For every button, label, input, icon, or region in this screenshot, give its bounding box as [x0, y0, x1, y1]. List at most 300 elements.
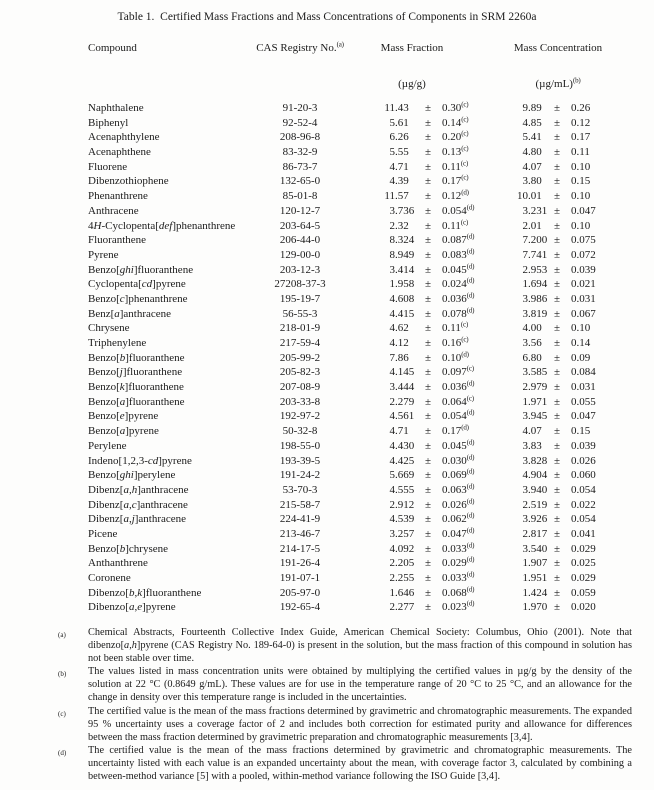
mass-concentration-uncertainty: 0.029 [571, 572, 596, 584]
plus-minus-sign: ± [424, 381, 432, 394]
mass-fraction-value: 4.71 [389, 160, 409, 173]
table-row [88, 439, 654, 454]
footnote [57, 744, 632, 783]
compound-name: Fluorene [88, 160, 128, 173]
plus-minus-sign: ± [553, 601, 561, 614]
mass-fraction-uncertainty: 0.14$^{(c)}$ [442, 115, 469, 129]
mass-fraction-uncertainty: 0.029$^{(d)}$ [442, 555, 475, 570]
plus-minus-sign: ± [553, 337, 561, 349]
mass-concentration-value: 7.200 [522, 234, 548, 247]
compound-name: Anthanthrene [88, 557, 148, 570]
footnote-text: The values listed in mass concentration units were obtained by multiplying the certified values in µg/g by the density of the solution at 22 °C (0.8649 g/mL). These values are for use in the temperature range of 20 °C to 25 °C, and an allowance for the change in density over this temperature range is included in the uncertainties. [88, 666, 632, 704]
table-row [88, 365, 654, 380]
table-row [88, 395, 654, 410]
plus-minus-sign: ± [424, 131, 432, 144]
mass-fraction-uncertainty: 0.17$^{(c)}$ [442, 173, 469, 188]
table-row [88, 351, 654, 366]
mass-fraction-uncertainty: 0.026$^{(d)}$ [442, 496, 475, 511]
mass-fraction-uncertainty: 0.17$^{(d)}$ [442, 423, 469, 438]
mass-concentration-uncertainty: 0.09 [571, 351, 591, 364]
mass-fraction-uncertainty: 0.078$^{(d)}$ [442, 305, 475, 320]
cas-number: 195-19-7 [279, 292, 321, 305]
mass-concentration-value: 4.85 [522, 116, 542, 129]
footnote-ref: (c) [461, 173, 469, 182]
mass-fraction-uncertainty: 0.033$^{(d)}$ [442, 540, 475, 555]
column-header-compound: Compound [88, 42, 137, 54]
mass-concentration-uncertainty: 0.10 [571, 322, 591, 335]
table-body [0, 101, 654, 615]
footnote-ref: (d) [466, 496, 475, 505]
table-row [88, 130, 654, 145]
cas-number: 85-01-8 [282, 190, 318, 203]
column-header-mass-fraction: Mass Fraction [380, 42, 444, 54]
mass-concentration-value: 4.00 [522, 322, 542, 335]
footnote-ref: (d) [466, 585, 475, 594]
table-row [88, 116, 654, 131]
table-row [88, 204, 654, 219]
mass-fraction-value: 3.736 [389, 204, 415, 217]
footnote-ref: (d) [466, 247, 475, 256]
plus-minus-sign: ± [553, 469, 561, 482]
footnote-ref: (d) [466, 438, 475, 447]
mass-fraction-uncertainty: 0.062$^{(d)}$ [442, 511, 475, 526]
table-row [88, 307, 654, 322]
mass-concentration-uncertainty: 0.041 [571, 527, 596, 540]
mass-fraction-value: 1.958 [389, 278, 415, 291]
plus-minus-sign: ± [553, 322, 561, 335]
compound-name: Coronene [88, 572, 131, 584]
table-row [88, 454, 654, 469]
cas-number: 205-82-3 [279, 366, 321, 379]
plus-minus-sign: ± [553, 483, 561, 496]
table-row [88, 468, 654, 483]
plus-minus-sign: ± [424, 146, 432, 159]
compound-name: Benzo[c]phenanthrene [88, 292, 188, 305]
footnote-ref: (c) [461, 129, 469, 138]
footnote-ref: (c) [461, 144, 469, 153]
plus-minus-sign: ± [553, 572, 561, 584]
plus-minus-sign: ± [553, 542, 561, 555]
mass-concentration-value: 1.424 [522, 586, 548, 599]
plus-minus-sign: ± [553, 381, 561, 394]
mass-fraction-value: 8.949 [389, 248, 415, 261]
plus-minus-sign: ± [424, 542, 432, 555]
mass-concentration-value: 1.971 [522, 395, 548, 408]
mass-concentration-uncertainty: 0.047 [571, 410, 596, 423]
mass-fraction-value: 2.277 [389, 601, 415, 614]
footnote-ref: (d) [466, 232, 475, 241]
mass-concentration-value: 2.953 [522, 263, 548, 276]
mass-fraction-uncertainty: 0.069$^{(d)}$ [442, 467, 475, 482]
plus-minus-sign: ± [553, 410, 561, 423]
footnote-ref: (d) [461, 188, 469, 197]
mass-concentration-uncertainty: 0.10 [571, 190, 591, 203]
mass-concentration-uncertainty: 0.26 [571, 102, 591, 114]
mass-concentration-uncertainty: 0.14 [571, 337, 591, 349]
mass-fraction-uncertainty: 0.036$^{(d)}$ [442, 291, 475, 305]
mass-fraction-value: 6.26 [389, 131, 409, 144]
compound-name: Dibenz[a,h]anthracene [88, 483, 189, 496]
cas-number: 205-97-0 [279, 586, 321, 599]
mass-fraction-uncertainty: 0.063$^{(d)}$ [442, 482, 475, 496]
compound-name: Triphenylene [88, 337, 147, 349]
cas-number: 205-99-2 [279, 351, 321, 364]
compound-name: Fluoranthene [88, 234, 147, 247]
footnote-marker: (d) [58, 748, 67, 757]
plus-minus-sign: ± [553, 395, 561, 408]
mass-fraction-uncertainty: 0.11$^{(c)}$ [442, 217, 469, 232]
plus-minus-sign: ± [424, 175, 432, 188]
plus-minus-sign: ± [553, 278, 561, 291]
mass-concentration-uncertainty: 0.022 [571, 498, 596, 511]
footnote-ref: (d) [461, 423, 469, 432]
mass-fraction-value: 4.62 [389, 322, 409, 335]
mass-concentration-value: 5.41 [522, 131, 542, 144]
footnote-ref: (d) [466, 526, 475, 535]
plus-minus-sign: ± [553, 219, 561, 232]
mass-concentration-uncertainty: 0.084 [571, 366, 596, 379]
footnote-ref: (d) [466, 291, 475, 300]
mass-concentration-value: 2.979 [522, 381, 548, 394]
compound-name: Benzo[ghi]fluoranthene [88, 263, 194, 276]
mass-fraction-value: 4.608 [389, 292, 415, 305]
mass-fraction-uncertainty: 0.097$^{(c)}$ [442, 364, 474, 379]
footnote-ref: (c) [460, 217, 469, 226]
cas-number: 132-65-0 [279, 175, 321, 188]
mass-concentration-value: 9.89 [522, 102, 542, 114]
mass-concentration-uncertainty: 0.047 [571, 204, 596, 217]
plus-minus-sign: ± [553, 263, 561, 276]
mass-concentration-value: 3.83 [522, 439, 542, 452]
mass-fraction-value: 1.646 [389, 586, 415, 599]
cas-number: 203-33-8 [279, 395, 321, 408]
mass-concentration-value: 3.828 [522, 454, 548, 467]
plus-minus-sign: ± [553, 425, 561, 438]
mass-concentration-uncertainty: 0.072 [571, 248, 596, 261]
plus-minus-sign: ± [553, 234, 561, 247]
compound-name: Benzo[e]pyrene [88, 410, 159, 423]
mass-fraction-uncertainty: 0.087$^{(d)}$ [442, 232, 475, 247]
mass-fraction-uncertainty: 0.023$^{(d)}$ [442, 599, 475, 614]
compound-name: Benzo[a]pyrene [88, 425, 159, 438]
table-row [88, 219, 654, 234]
mass-fraction-value: 4.539 [389, 513, 415, 526]
plus-minus-sign: ± [553, 439, 561, 452]
footnote-ref: (d) [466, 555, 475, 564]
cas-number: 213-46-7 [279, 527, 321, 540]
plus-minus-sign: ± [424, 469, 432, 482]
mass-concentration-value: 3.940 [522, 483, 548, 496]
mass-fraction-uncertainty: 0.10$^{(d)}$ [442, 350, 469, 364]
mass-concentration-uncertainty: 0.031 [571, 292, 596, 305]
plus-minus-sign: ± [553, 513, 561, 526]
mass-fraction-value: 11.43 [384, 102, 409, 114]
mass-concentration-value: 4.07 [522, 425, 542, 438]
plus-minus-sign: ± [553, 190, 561, 203]
table-row [88, 277, 654, 292]
mass-concentration-uncertainty: 0.059 [571, 586, 596, 599]
compound-name: Benzo[ghi]perylene [88, 469, 176, 482]
mass-concentration-value: 2.817 [522, 527, 548, 540]
compound-name: Benzo[j]fluoranthene [88, 366, 183, 379]
footnote-ref: (d) [466, 511, 475, 520]
mass-fraction-uncertainty: 0.036$^{(d)}$ [442, 379, 475, 394]
compound-name: Chrysene [88, 322, 130, 335]
plus-minus-sign: ± [553, 586, 561, 599]
column-header-mass-concentration: Mass Concentration [513, 42, 603, 54]
table-row [88, 174, 654, 189]
mass-concentration-value: 4.07 [522, 160, 542, 173]
mass-fraction-value: 7.86 [389, 351, 409, 364]
footnote-ref: (d) [466, 379, 475, 388]
footnote-ref: (d) [466, 540, 475, 549]
table-row [88, 160, 654, 175]
plus-minus-sign: ± [424, 483, 432, 496]
footnote-ref: (c) [460, 320, 469, 329]
compound-name: Benzo[b]chrysene [88, 542, 169, 555]
mass-fraction-uncertainty: 0.045$^{(d)}$ [442, 438, 475, 452]
table-row [88, 483, 654, 498]
mass-fraction-value: 3.414 [389, 263, 415, 276]
table-row [88, 424, 654, 439]
mass-fraction-value: 4.145 [389, 366, 415, 379]
mass-fraction-uncertainty: 0.12$^{(d)}$ [442, 188, 469, 203]
compound-name: 4H-Cyclopenta[def]phenanthrene [88, 219, 236, 232]
mass-concentration-uncertainty: 0.021 [571, 278, 596, 291]
plus-minus-sign: ± [553, 307, 561, 320]
compound-name: Picene [88, 527, 118, 540]
plus-minus-sign: ± [424, 263, 432, 276]
mass-concentration-units: $(\mu g/mL)^{(b)}$ [535, 76, 581, 90]
mass-fraction-units: (µg/g) [398, 78, 426, 90]
compound-name: Dibenzo[a,e]pyrene [88, 601, 176, 614]
plus-minus-sign: ± [424, 292, 432, 305]
cas-number: 120-12-7 [279, 204, 321, 217]
mass-concentration-value: 3.986 [522, 292, 548, 305]
mass-fraction-uncertainty: 0.11$^{(c)}$ [442, 159, 469, 173]
mass-fraction-uncertainty: 0.11$^{(c)}$ [442, 320, 469, 335]
table-row [88, 321, 654, 336]
plus-minus-sign: ± [553, 454, 561, 467]
mass-concentration-value: 4.904 [522, 469, 548, 482]
mass-fraction-value: 5.669 [389, 469, 415, 482]
cas-number: 86-73-7 [282, 160, 318, 173]
mass-concentration-uncertainty: 0.039 [571, 439, 596, 452]
mass-concentration-uncertainty: 0.10 [571, 160, 591, 173]
mass-concentration-value: 10.01 [517, 190, 542, 203]
mass-concentration-uncertainty: 0.075 [571, 234, 596, 247]
table-row [88, 586, 654, 601]
footnote [57, 626, 632, 665]
table-row [88, 189, 654, 204]
mass-concentration-value: 1.694 [522, 278, 548, 291]
plus-minus-sign: ± [424, 572, 432, 584]
cas-number: 214-17-5 [279, 542, 321, 555]
footnote [57, 705, 632, 744]
cas-number: 83-32-9 [282, 146, 318, 159]
mass-fraction-value: 8.324 [389, 234, 415, 247]
cas-number: 27208-37-3 [274, 278, 326, 291]
plus-minus-sign: ± [424, 527, 432, 540]
cas-number: 203-12-3 [279, 263, 321, 276]
compound-name: Pyrene [88, 248, 119, 261]
cas-number: 215-58-7 [279, 498, 321, 511]
mass-concentration-uncertainty: 0.054 [571, 513, 596, 526]
mass-concentration-value: 4.80 [522, 146, 542, 159]
footnote-ref: (c) [460, 159, 469, 168]
mass-fraction-value: 4.39 [389, 175, 409, 188]
column-header-cas: CAS Registry No.$^{(a)}$ [256, 40, 344, 54]
footnote-marker: (c) [58, 709, 66, 718]
mass-concentration-uncertainty: 0.12 [571, 116, 591, 129]
plus-minus-sign: ± [553, 160, 561, 173]
plus-minus-sign: ± [553, 175, 561, 188]
cas-number: 193-39-5 [279, 454, 321, 467]
mass-concentration-uncertainty: 0.15 [571, 175, 591, 188]
mass-concentration-value: 1.951 [522, 572, 548, 584]
compound-name: Indeno[1,2,3-cd]pyrene [88, 454, 192, 467]
mass-fraction-uncertainty: 0.045$^{(d)}$ [442, 261, 475, 276]
mass-fraction-uncertainty: 0.068$^{(d)}$ [442, 585, 475, 599]
table-row [88, 600, 654, 615]
footnote-ref: (c) [466, 394, 474, 403]
mass-fraction-value: 2.279 [389, 395, 415, 408]
table-row [88, 571, 654, 586]
plus-minus-sign: ± [424, 204, 432, 217]
cas-number: 91-20-3 [282, 102, 318, 114]
table-row [88, 233, 654, 248]
mass-fraction-value: 2.205 [389, 557, 415, 570]
mass-fraction-uncertainty: 0.047$^{(d)}$ [442, 526, 475, 540]
compound-name: Acenaphthylene [88, 131, 160, 144]
table-row [88, 542, 654, 557]
compound-name: Benz[a]anthracene [88, 307, 172, 320]
mass-fraction-uncertainty: 0.024$^{(d)}$ [442, 276, 475, 291]
footnote-ref: (c) [461, 100, 469, 109]
compound-name: Dibenzothiophene [88, 175, 169, 188]
table-row [88, 512, 654, 527]
mass-fraction-value: 2.912 [389, 498, 415, 511]
mass-fraction-uncertainty: 0.054$^{(d)}$ [442, 203, 475, 217]
mass-concentration-value: 1.907 [522, 557, 548, 570]
footnote [57, 665, 632, 704]
table-row [88, 248, 654, 263]
plus-minus-sign: ± [553, 292, 561, 305]
plus-minus-sign: ± [424, 351, 432, 364]
mass-concentration-value: 3.80 [522, 175, 542, 188]
mass-concentration-uncertainty: 0.026 [571, 454, 596, 467]
plus-minus-sign: ± [424, 337, 432, 349]
plus-minus-sign: ± [424, 395, 432, 408]
plus-minus-sign: ± [424, 410, 432, 423]
compound-name: Dibenz[a,j]anthracene [88, 513, 187, 526]
footnote-text: Chemical Abstracts, Fourteenth Collective Index Guide, American Chemical Society: Columbus, Ohio (2001). Note that dibenzo[a,h]pyrene (CAS Registry No. 189-64-0) is present in the solution, but the mass fraction of this compound in solution has not been stable over time. [88, 627, 632, 665]
mass-concentration-value: 3.231 [522, 204, 548, 217]
footnote-ref: (d) [466, 261, 475, 270]
cas-number: 191-07-1 [279, 572, 321, 584]
compound-name: Benzo[b]fluoranthene [88, 351, 185, 364]
plus-minus-sign: ± [424, 425, 432, 438]
table-row [88, 292, 654, 307]
plus-minus-sign: ± [553, 366, 561, 379]
mass-fraction-uncertainty: 0.083$^{(d)}$ [442, 247, 475, 261]
mass-concentration-uncertainty: 0.067 [571, 307, 596, 320]
mass-fraction-value: 3.444 [389, 381, 415, 394]
compound-name: Perylene [88, 439, 127, 452]
footnote-ref-b: (b) [572, 76, 581, 85]
cas-number: 224-41-9 [279, 513, 321, 526]
mass-concentration-value: 7.741 [522, 248, 548, 261]
table-row [88, 409, 654, 424]
plus-minus-sign: ± [553, 204, 561, 217]
compound-name: Naphthalene [88, 102, 144, 114]
footnote-ref: (d) [466, 452, 475, 461]
footnote-ref: (c) [461, 115, 469, 124]
plus-minus-sign: ± [424, 498, 432, 511]
plus-minus-sign: ± [424, 439, 432, 452]
mass-fraction-uncertainty: 0.16$^{(c)}$ [442, 335, 469, 349]
plus-minus-sign: ± [424, 322, 432, 335]
footnote-ref: (d) [466, 276, 475, 285]
mass-concentration-uncertainty: 0.15 [571, 425, 591, 438]
plus-minus-sign: ± [553, 557, 561, 570]
mass-concentration-uncertainty: 0.025 [571, 557, 596, 570]
mass-concentration-value: 3.945 [522, 410, 548, 423]
plus-minus-sign: ± [424, 601, 432, 614]
mass-fraction-value: 4.561 [389, 410, 415, 423]
footnote-ref: (d) [466, 408, 475, 417]
cas-number: 203-64-5 [279, 219, 321, 232]
compound-name: Dibenzo[b,k]fluoranthene [88, 586, 202, 599]
mass-concentration-value: 3.540 [522, 542, 548, 555]
plus-minus-sign: ± [553, 248, 561, 261]
plus-minus-sign: ± [424, 454, 432, 467]
mass-fraction-uncertainty: 0.30$^{(c)}$ [442, 100, 469, 114]
mass-fraction-uncertainty: 0.054$^{(d)}$ [442, 408, 475, 423]
table-title: Table 1. Certified Mass Fractions and Mass Concentrations of Components in SRM 2260a [117, 11, 537, 23]
mass-concentration-uncertainty: 0.031 [571, 381, 596, 394]
compound-name: Dibenz[a,c]anthracene [88, 498, 188, 511]
cas-number: 129-00-0 [279, 248, 321, 261]
compound-name: Acenaphthene [88, 146, 151, 159]
mass-fraction-value: 4.12 [389, 337, 409, 349]
plus-minus-sign: ± [424, 557, 432, 570]
compound-name: Anthracene [88, 204, 139, 217]
table-row [88, 380, 654, 395]
mass-fraction-uncertainty: 0.20$^{(c)}$ [442, 129, 469, 144]
mass-concentration-value: 2.519 [522, 498, 548, 511]
mass-concentration-uncertainty: 0.054 [571, 483, 596, 496]
cas-number: 56-55-3 [282, 307, 318, 320]
mass-concentration-uncertainty: 0.11 [571, 146, 590, 159]
footnote-ref: (d) [461, 350, 469, 359]
plus-minus-sign: ± [553, 102, 561, 114]
mass-fraction-value: 4.71 [389, 425, 409, 438]
cas-number: 53-70-3 [282, 483, 318, 496]
compound-name: Phenanthrene [88, 190, 148, 203]
cas-number: 191-26-4 [279, 557, 321, 570]
table-row [88, 101, 654, 116]
mass-concentration-uncertainty: 0.055 [571, 395, 596, 408]
plus-minus-sign: ± [553, 351, 561, 364]
mass-concentration-uncertainty: 0.060 [571, 469, 596, 482]
mass-concentration-value: 2.01 [522, 219, 542, 232]
footnote-text: The certified value is the mean of the mass fractions determined by gravimetric and chromatographic measurements. The uncertainty listed with each value is an expanded uncertainty about the mean, with coverage factor 3, calculated by combining a between-method variance [5] with a pooled, within-method variance following the ISO Guide [3,4]. [88, 744, 632, 783]
footnotes-section [57, 626, 632, 783]
mass-fraction-uncertainty: 0.030$^{(d)}$ [442, 452, 475, 467]
table-row [88, 263, 654, 278]
footnote-ref: (d) [466, 482, 475, 491]
